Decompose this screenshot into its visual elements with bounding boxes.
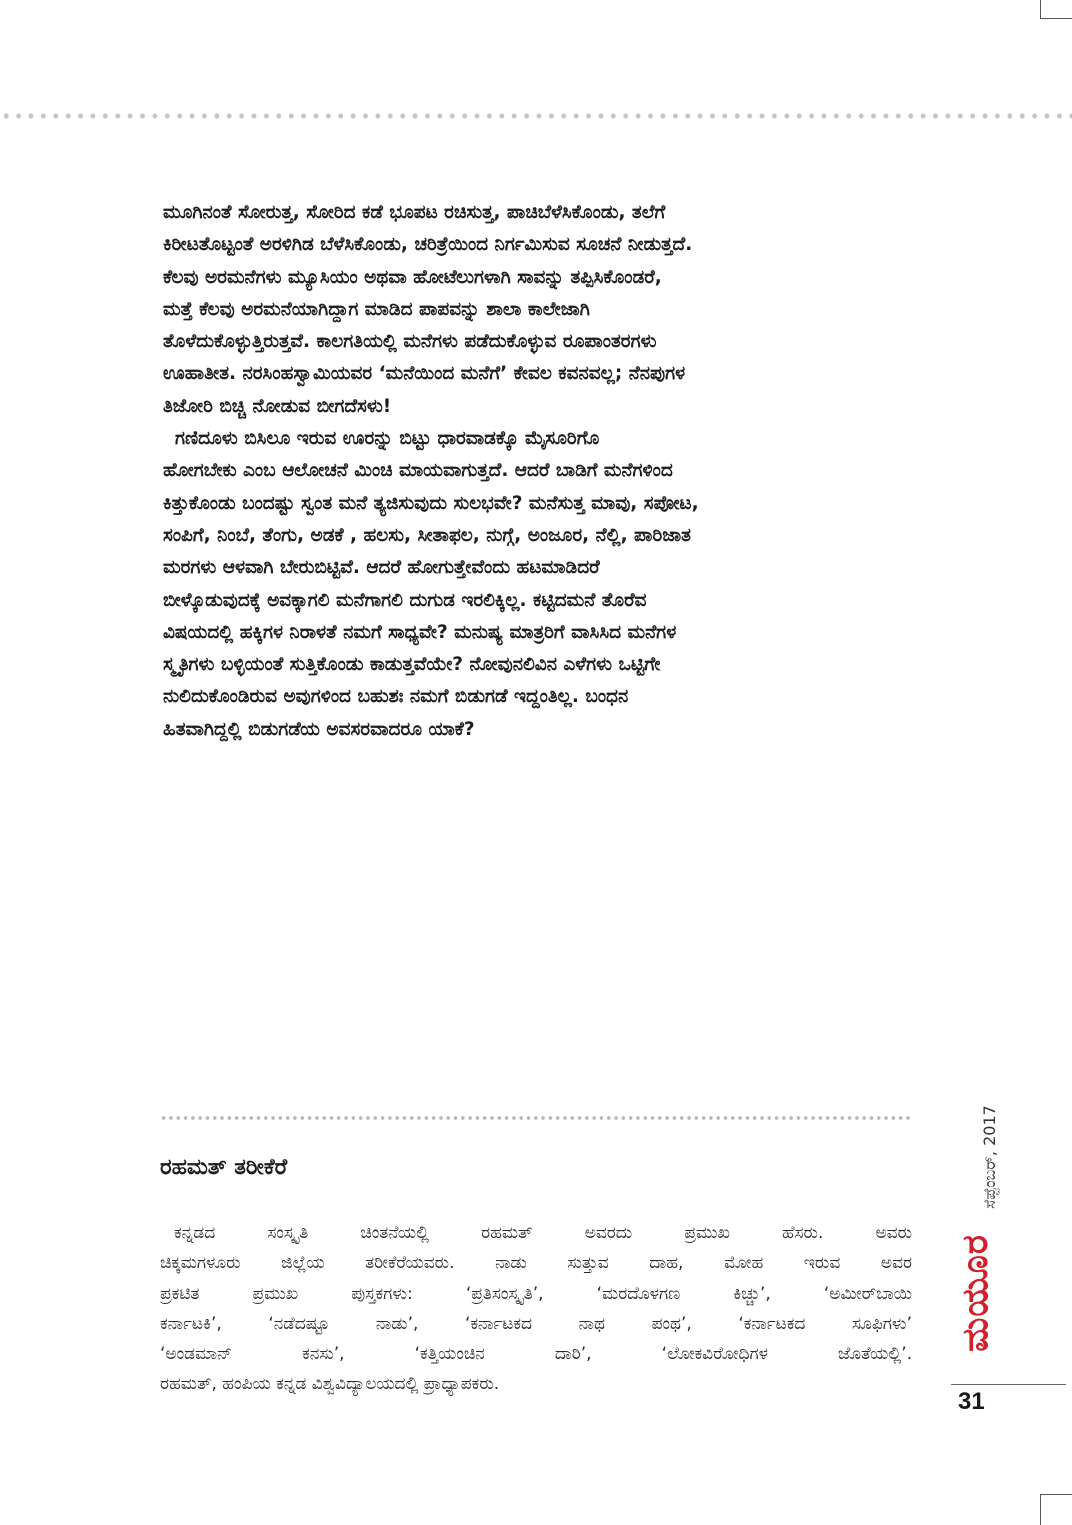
article-line: ಮರಗಳು ಆಳವಾಗಿ ಬೇರುಬಿಟ್ಟಿವೆ. ಆದರೆ ಹೋಗುತ್ತೇವೆಂದು ಹಟಮಾಡಿದರೆ: [163, 557, 600, 579]
article-body: [163, 197, 915, 746]
article-line: ಹಿತವಾಗಿದ್ದಲ್ಲಿ ಬಿಡುಗಡೆಯ ಅವಸರವಾದರೂ ಯಾಕೆ?: [163, 718, 475, 740]
article-line: ಊಹಾತೀತ. ನರಸಿಂಹಸ್ವಾಮಿಯವರ ‘ಮನೆಯಿಂದ ಮನೆಗೆ’ ಕೇವಲ ಕವನವಲ್ಲ; ನೆನಪುಗಳ: [163, 363, 686, 385]
crop-mark-bottom-right: [1040, 1494, 1072, 1495]
page-number-rule: [951, 1384, 1066, 1385]
article-line: ತೊಳೆದುಕೊಳ್ಳುತ್ತಿರುತ್ತವೆ. ಕಾಲಗತಿಯಲ್ಲಿ ಮನೆಗಳು ಪಡೆದುಕೊಳ್ಳುವ ರೂಪಾಂತರಗಳು: [163, 331, 657, 353]
author-dotted-divider: [160, 1115, 912, 1121]
bio-line: ಕನ್ನಡದ ಸಂಸ್ಕೃತಿ ಚಿಂತನೆಯಲ್ಲಿ ರಹಮತ್ ಅವರದು ಪ್ರಮುಖ ಹೆಸರು. ಅವರು: [174, 1223, 912, 1243]
article-line: ವಿಷಯದಲ್ಲಿ ಹಕ್ಕಿಗಳ ನಿರಾಳತೆ ನಮಗೆ ಸಾಧ್ಯವೇ? ಮನುಷ್ಯ ಮಾತ್ರರಿಗೆ ವಾಸಿಸಿದ ಮನೆಗಳ: [163, 621, 677, 643]
crop-mark-top-right: [1040, 0, 1041, 18]
crop-mark-top-right-h: [1040, 18, 1072, 19]
crop-mark-bottom-right-v: [1040, 1494, 1041, 1525]
article-line: ಸಂಪಿಗೆ, ನಿಂಬೆ, ತೆಂಗು, ಅಡಕೆ , ಹಲಸು, ಸೀತಾಫಲ, ನುಗ್ಗೆ, ಅಂಜೂರ, ನೆಲ್ಲಿ, ಪಾರಿಜಾತ: [163, 524, 691, 546]
article-line: ಕಿರೀಟತೊಟ್ಟಂತೆ ಅರಳಿಗಿಡ ಬೆಳೆಸಿಕೊಂಡು, ಚರಿತ್ರೆಯಿಂದ ನಿರ್ಗಮಿಸುವ ಸೂಚನೆ ನೀಡುತ್ತದೆ.: [163, 234, 693, 256]
bio-line: ರಹಮತ್, ಹಂಪಿಯ ಕನ್ನಡ ವಿಶ್ವವಿದ್ಯಾಲಯದಲ್ಲಿ ಪ್ರಾಧ್ಯಾಪಕರು.: [160, 1374, 500, 1395]
article-line: ಹೋಗಬೇಕು ಎಂಬ ಆಲೋಚನೆ ಮಿಂಚಿ ಮಾಯವಾಗುತ್ತದೆ. ಆದರೆ ಬಾಡಿಗೆ ಮನೆಗಳಿಂದ: [163, 460, 673, 482]
article-line: ತಿಜೋರಿ ಬಿಚ್ಚಿ ನೋಡುವ ಬೀಗದೆಸಳು!: [163, 395, 392, 417]
top-dotted-divider: [0, 112, 1072, 120]
bio-line: ಕರ್ನಾಟಕಿ’, ‘ನಡೆದಷ್ಟೂ ನಾಡು’, ‘ಕರ್ನಾಟಕದ ನಾಥ ಪಂಥ’, ‘ಕರ್ನಾಟಕದ ಸೂಫಿಗಳು’: [160, 1313, 912, 1334]
article-line: ಕೆಲವು ಅರಮನೆಗಳು ಮ್ಯೂಸಿಯಂ ಅಥವಾ ಹೋಟೆಲುಗಳಾಗಿ ಸಾವನ್ನು ತಪ್ಪಿಸಿಕೊಂಡರೆ,: [163, 266, 662, 288]
author-name: ರಹಮತ್ ತರೀಕೆರೆ: [160, 1155, 288, 1180]
article-line: ಕಿತ್ತುಕೊಂಡು ಬಂದಷ್ಟು ಸ್ವಂತ ಮನೆ ತ್ಯಜಿಸುವುದು ಸುಲಭವೇ? ಮನೆಸುತ್ತ ಮಾವು, ಸಪೋಟ,: [163, 492, 699, 514]
bio-line: ಪ್ರಕಟಿತ ಪ್ರಮುಖ ಪುಸ್ತಕಗಳು: ‘ಪ್ರತಿಸಂಸ್ಕೃತಿ’, ‘ಮರದೊಳಗಣ ಕಿಚ್ಚು’, ‘ಅಮೀರ್‌ಬಾಯಿ: [160, 1283, 912, 1304]
issue-date: ಸೆಪ್ಟೆಂಬರ್, 2017: [980, 1105, 999, 1209]
author-bio: [160, 1218, 912, 1400]
bio-line: ‘ಅಂಡಮಾನ್ ಕನಸು’, ‘ಕತ್ತಿಯಂಚಿನ ದಾರಿ’, ‘ಲೋಕವಿರೋಧಿಗಳ ಜೊತೆಯಲ್ಲಿ’.: [160, 1344, 912, 1365]
article-line: ಬೀಳ್ಕೊಡುವುದಕ್ಕೆ ಅವಕ್ಕಾಗಲಿ ಮನೆಗಾಗಲಿ ದುಗುಡ ಇರಲಿಕ್ಕಿಲ್ಲ. ಕಟ್ಟಿದಮನೆ ತೊರೆವ: [163, 589, 647, 611]
article-line: ನುಲಿದುಕೊಂಡಿರುವ ಅವುಗಳಿಂದ ಬಹುಶಃ ನಮಗೆ ಬಿಡುಗಡೆ ಇದ್ದಂತಿಲ್ಲ. ಬಂಧನ: [163, 686, 629, 708]
article-line: ಸ್ಮೃತಿಗಳು ಬಳ್ಳಿಯಂತೆ ಸುತ್ತಿಕೊಂಡು ಕಾಡುತ್ತವೆಯೇ? ನೋವುನಲಿವಿನ ಎಳೆಗಳು ಒಟ್ಟಿಗೇ: [163, 654, 661, 676]
article-line: ಗಣಿದೂಳು ಬಿಸಿಲೂ ಇರುವ ಊರನ್ನು ಬಿಟ್ಟು ಧಾರವಾಡಕ್ಕೊ ಮೈಸೂರಿಗೊ: [175, 428, 600, 450]
article-line: ಮೂಗಿನಂತೆ ಸೋರುತ್ತ, ಸೋರಿದ ಕಡೆ ಭೂಪಟ ರಚಿಸುತ್ತ, ಪಾಚಿಬೆಳೆಸಿಕೊಂಡು, ತಲೆಗೆ: [163, 202, 666, 223]
article-line: ಮತ್ತೆ ಕೆಲವು ಅರಮನೆಯಾಗಿದ್ದಾಗ ಮಾಡಿದ ಪಾಪವನ್ನು ಶಾಲಾ ಕಾಲೇಜಾಗಿ: [163, 298, 590, 320]
bio-line: ಚಿಕ್ಕಮಗಳೂರು ಜಿಲ್ಲೆಯ ತರೀಕೆರೆಯವರು. ನಾಡು ಸುತ್ತುವ ದಾಹ, ಮೋಹ ಇರುವ ಅವರ: [160, 1253, 912, 1274]
magazine-logo: ಮಯೂರ: [955, 1234, 996, 1352]
page-number: 31: [958, 1388, 985, 1415]
